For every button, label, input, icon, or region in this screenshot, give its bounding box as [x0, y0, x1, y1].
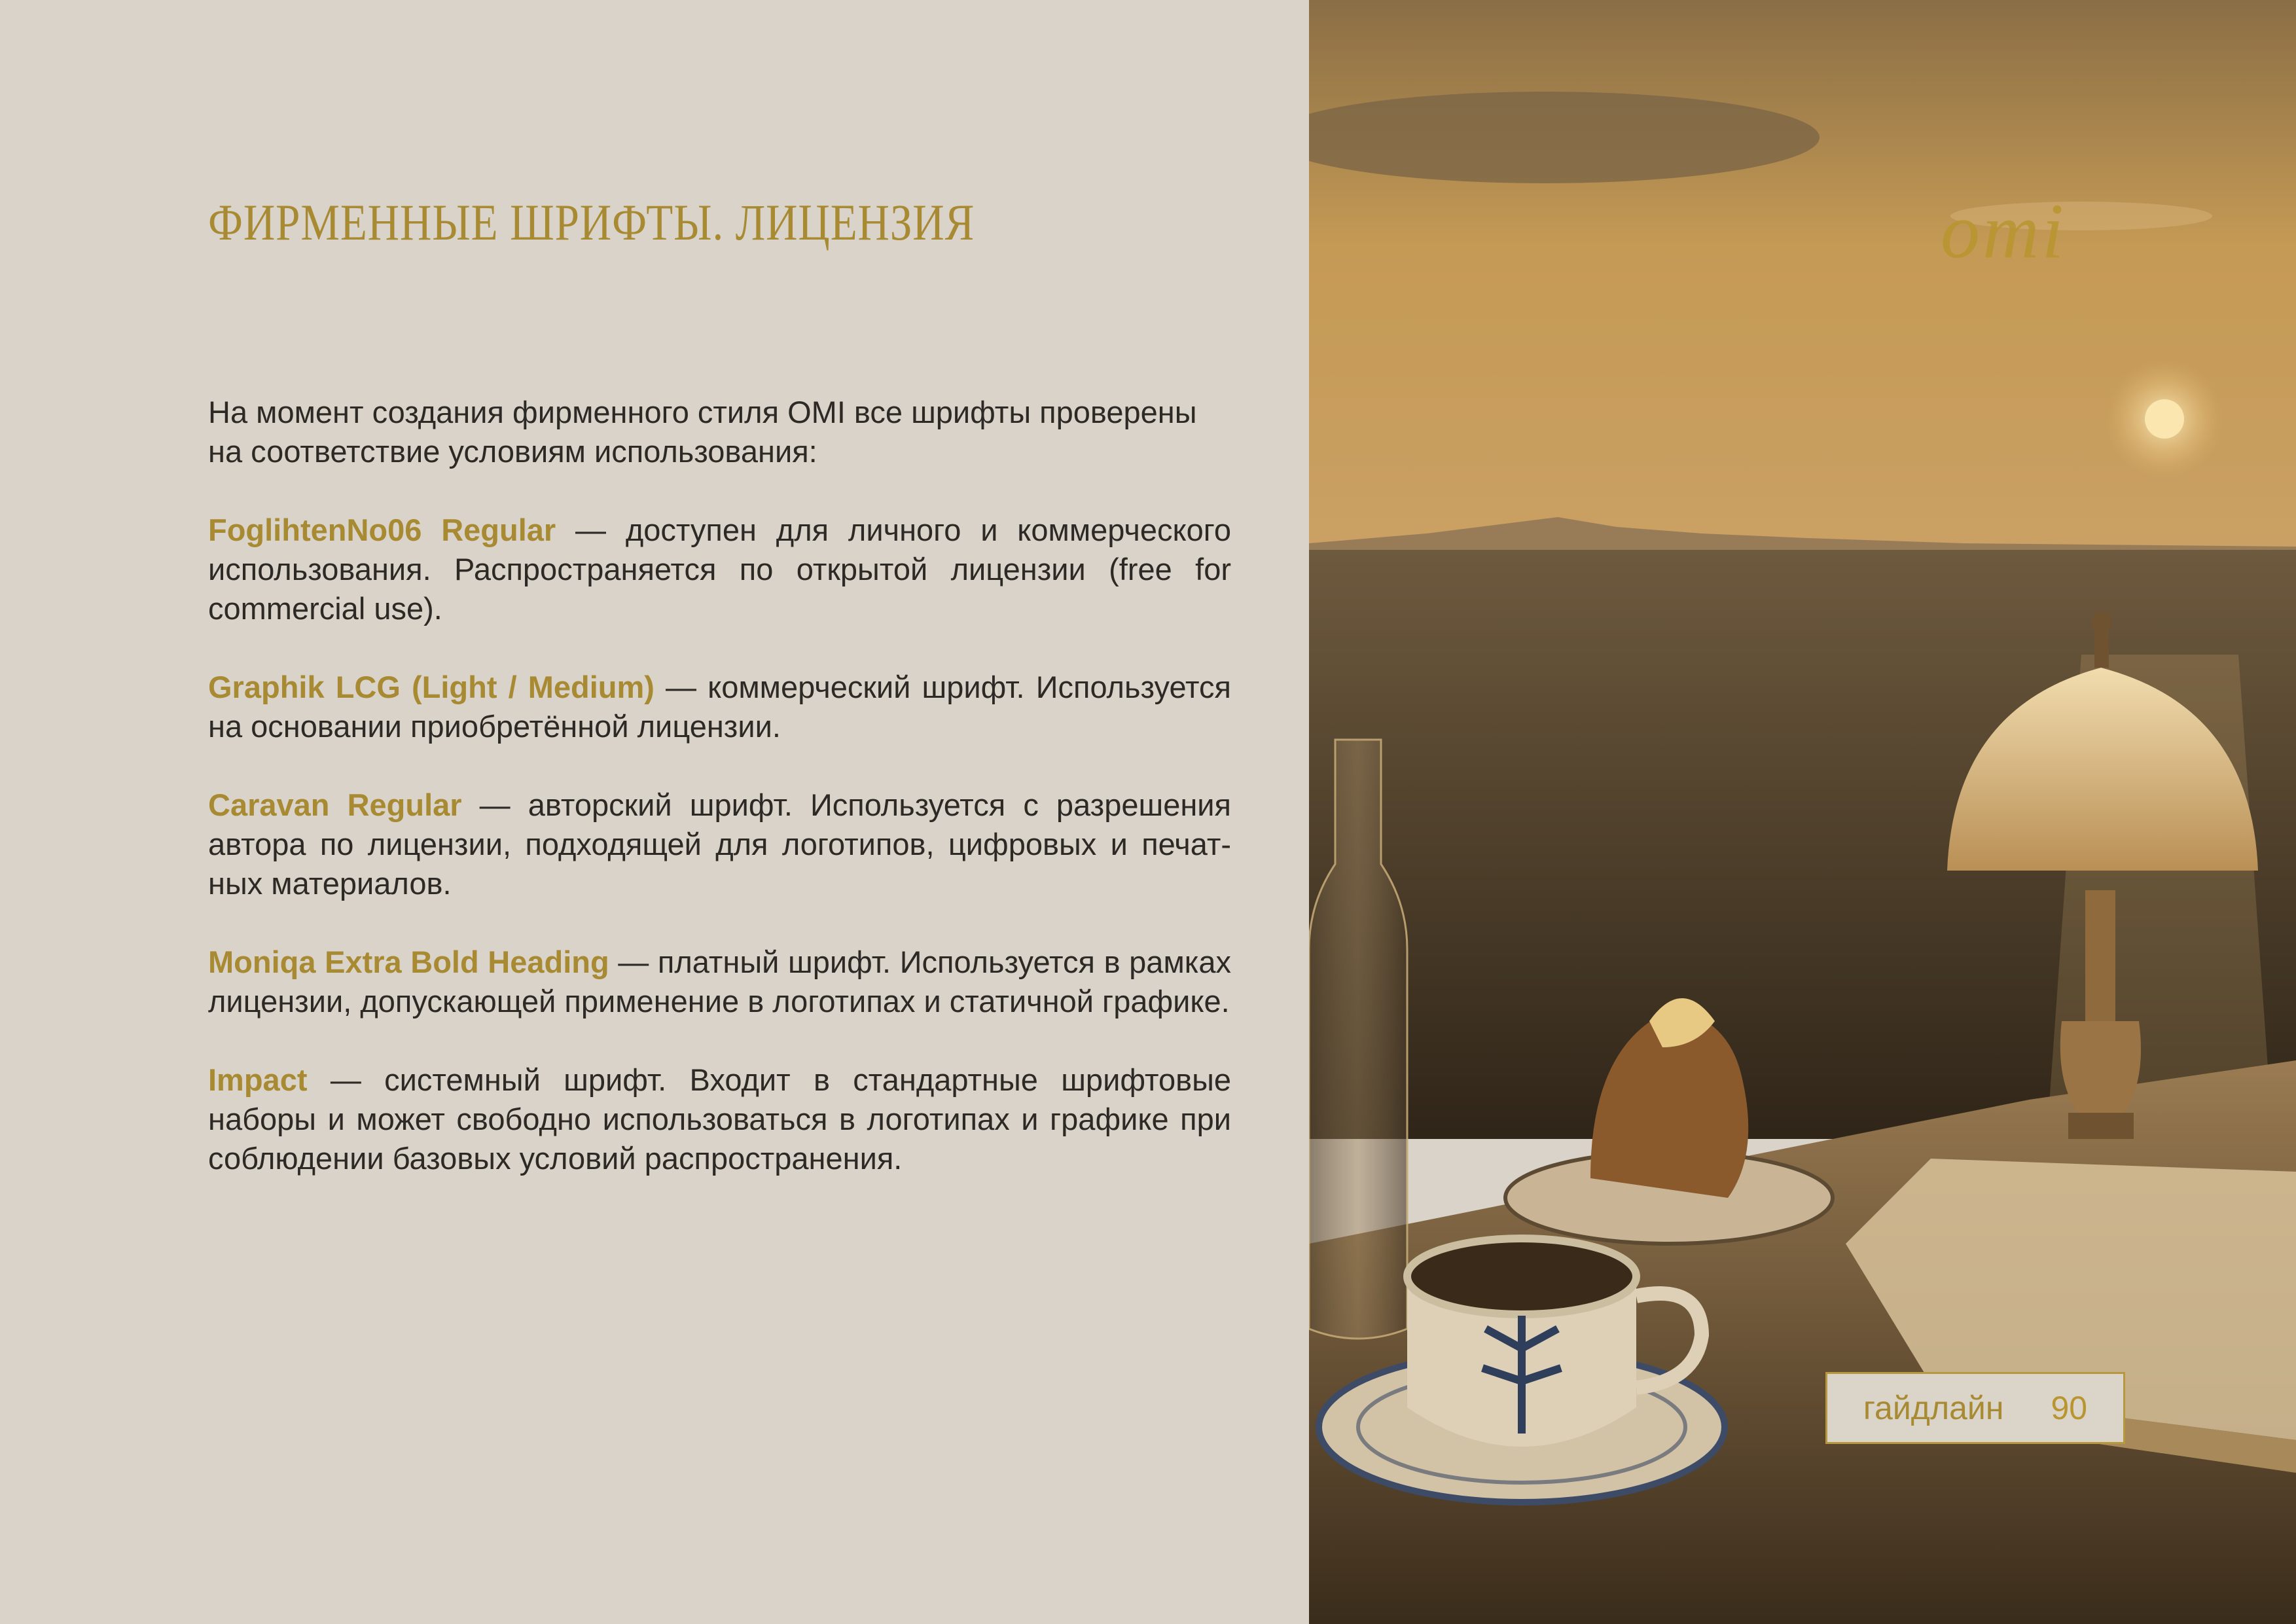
font-entry	[208, 668, 1231, 746]
sunset-scene-illustration	[1309, 0, 2296, 1624]
font-entry	[208, 943, 1231, 1021]
font-entry	[208, 1060, 1231, 1178]
font-description: — платный шрифт. Используется в рамках лицензии, допускающей применение в логотипах и статичной графике.	[208, 945, 1231, 1019]
omi-logo: omi	[1941, 187, 2066, 274]
font-entry	[208, 511, 1231, 628]
font-entry	[208, 785, 1231, 903]
page-footer	[1825, 1372, 2125, 1444]
font-name: Graphik LCG (Light / Medium)	[208, 670, 655, 704]
page-title: ФИРМЕННЫЕ ШРИФТЫ. ЛИЦЕНЗИЯ	[208, 194, 975, 251]
font-name: FoglihtenNo06 Regular	[208, 513, 556, 547]
license-text	[208, 393, 1231, 1218]
font-description: — системный шрифт. Входит в стандартные шрифтовые наборы и может свободно использоваться в логотипах и графике при соблюдении базовых условий распространения.	[208, 1062, 1231, 1176]
font-name: Impact	[208, 1062, 308, 1097]
font-description: — коммерческий шрифт. Используется на основании приобретённой лицензии.	[208, 670, 1231, 744]
page-number: 90	[2051, 1390, 2088, 1426]
font-description: — доступен для личного и коммерческого использования. Распространяется по открытой лицензии (free for commercial use).	[208, 513, 1231, 626]
font-name: Caravan Regular	[208, 787, 462, 822]
font-description: — авторский шрифт. Используется с разрешения автора по лицензии, подходящей для логотипов, цифровых и печатных материалов.	[208, 787, 1231, 901]
sunset-photo	[1309, 0, 2296, 1624]
font-name: Moniqa Extra Bold Heading	[208, 945, 609, 979]
guideline-label: гайдлайн	[1863, 1390, 2004, 1426]
intro-paragraph: На момент создания фирменного стиля OMI все шрифты проверены на соответствие условиям использования:	[208, 395, 1197, 469]
